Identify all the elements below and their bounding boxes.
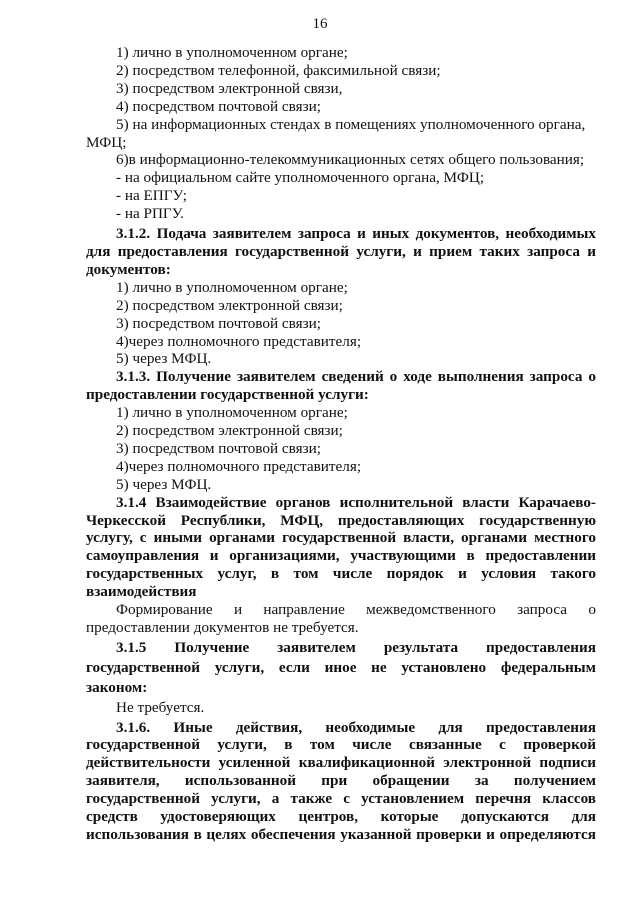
paragraph-line: предоставлении документов не требуется. xyxy=(86,619,359,636)
section-heading-3-1-2-line: 3.1.2. Подача заявителем запроса и иных документов, необходимых xyxy=(116,225,596,243)
section-heading-3-1-4-line: самоуправления и организациями, участвующими в предоставлении xyxy=(86,547,596,565)
paragraph-line: Не требуется. xyxy=(116,698,205,716)
paragraph-line: Формирование и направление межведомственного запроса о xyxy=(116,601,596,619)
list-item: - на РПГУ. xyxy=(116,205,184,223)
list-item: 1) лично в уполномоченном органе; xyxy=(116,278,348,296)
list-item: 3) посредством почтовой связи; xyxy=(116,314,321,332)
section-heading-3-1-6-line: действительности усиленной квалификационной электронной подписи xyxy=(86,754,596,772)
section-heading-3-1-3-line: 3.1.3. Получение заявителем сведений о ходе выполнения запроса о xyxy=(116,368,596,386)
section-heading-3-1-2-line: для предоставления государственной услуги, и прием таких запроса и xyxy=(86,242,596,260)
list-item: 4)через полномочного представителя; xyxy=(116,332,362,350)
list-item: 2) посредством электронной связи; xyxy=(116,296,343,314)
section-heading-3-1-5-line: государственной услуги, если иное не установлено федеральным xyxy=(86,658,596,676)
list-item: 5) через МФЦ. xyxy=(116,475,212,493)
section-heading-3-1-4-line: услугу, с иными органами государственной власти, органами местного xyxy=(86,529,596,547)
section-heading-3-1-4-line: Черкесской Республики, МФЦ, предоставляющих государственную xyxy=(86,511,596,529)
section-heading-3-1-4-line: государственных услуг, в том числе порядок и условия такого xyxy=(86,565,596,583)
section-heading-3-1-6-line: заявителя, использованной при обращении за получением xyxy=(86,772,596,790)
page-number: 16 xyxy=(312,16,328,32)
list-item-continuation: МФЦ; xyxy=(86,133,127,151)
list-item: 3) посредством электронной связи, xyxy=(116,79,343,97)
list-item: 4)через полномочного представителя; xyxy=(116,457,362,475)
section-heading-3-1-4-line: взаимодействия xyxy=(86,583,197,601)
section-heading-3-1-6-line: средств удостоверяющих центров, которые допускаются для xyxy=(86,808,596,826)
section-heading-3-1-4-line: 3.1.4 Взаимодействие органов исполнительной власти Карачаево- xyxy=(116,493,596,511)
list-item: 5) через МФЦ. xyxy=(116,350,212,368)
list-item: 4) посредством почтовой связи; xyxy=(116,97,321,115)
section-heading-3-1-6-line: использования в целях обеспечения указанной проверки и определяются xyxy=(86,825,596,843)
section-heading-3-1-6-line: государственной услуги, а также с установлением перечня классов xyxy=(86,790,596,808)
page-content xyxy=(86,44,596,844)
section-heading-3-1-6-line: 3.1.6. Иные действия, необходимые для предоставления xyxy=(116,718,596,736)
section-heading-3-1-5-line: законом: xyxy=(86,678,148,696)
list-item: 2) посредством электронной связи; xyxy=(116,422,343,440)
list-item: 1) лично в уполномоченном органе; xyxy=(116,44,348,61)
section-heading-3-1-6-line: государственной услуги, в том числе связанные с проверкой xyxy=(86,736,596,754)
list-item: 6)в информационно-телекоммуникационных сетях общего пользования; xyxy=(116,151,585,169)
list-item: - на официальном сайте уполномоченного органа, МФЦ; xyxy=(116,169,485,187)
list-item: 3) посредством почтовой связи; xyxy=(116,439,321,457)
list-item: - на ЕПГУ; xyxy=(116,187,187,205)
section-heading-3-1-3-line: предоставлении государственной услуги: xyxy=(86,386,369,404)
list-item: 5) на информационных стендах в помещениях уполномоченного органа, xyxy=(116,115,586,133)
section-heading-3-1-2-line: документов: xyxy=(86,260,171,278)
section-heading-3-1-5-line: 3.1.5 Получение заявителем результата предоставления xyxy=(116,638,596,656)
list-item: 2) посредством телефонной, факсимильной связи; xyxy=(116,61,441,79)
list-item: 1) лично в уполномоченном органе; xyxy=(116,404,348,422)
